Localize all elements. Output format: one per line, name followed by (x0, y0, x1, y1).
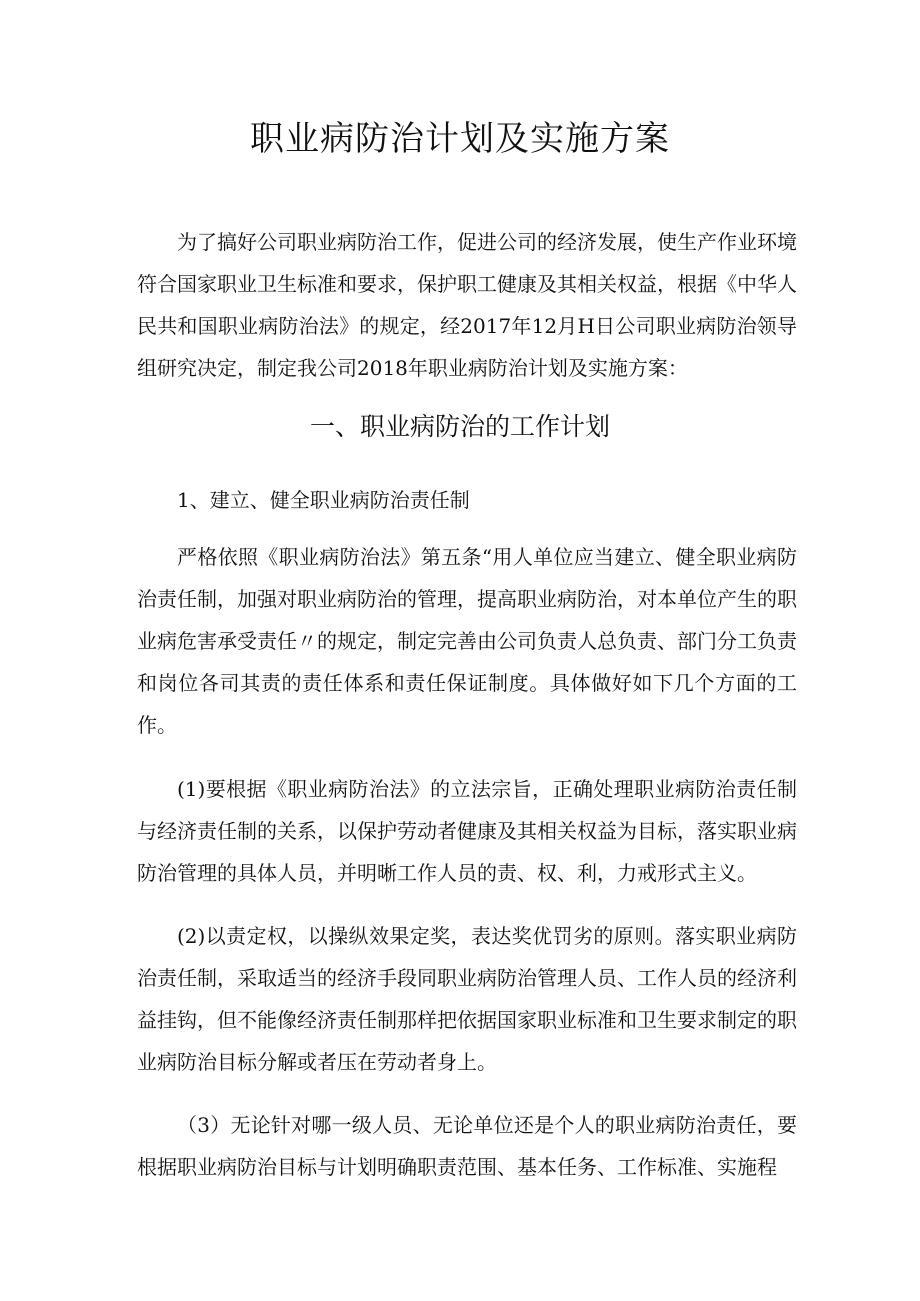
item-2-paragraph: (2)以责定权，以操纵效果定奖，表达奖优罚劣的原则。落实职业病防治责任制，采取适当的经济手段同职业病防治管理人员、工作人员的经济利益挂钩，但不能像经济责任制那样把依据国家职业标准和卫生要求制定的职业病防治目标分解或者压在劳动者身上。 (137, 924, 797, 1074)
item-3-paragraph: （3）无论针对哪一级人员、无论单位还是个人的职业病防治责任，要根据职业病防治目标与计划明确职责范围、基本任务、工作标准、实施程 (137, 1113, 797, 1179)
intro-paragraph: 为了搞好公司职业病防治工作，促进公司的经济发展，使生产作业环境符合国家职业卫生标准和要求，保护职工健康及其相关权益，根据《中华人民共和国职业病防治法》的规定，经2017年12月H日公司职业病防治领导组研究决定，制定我公司2018年职业病防治计划及实施方案： (137, 230, 797, 380)
responsibility-paragraph: 严格依照《职业病防治法》第五条“用人单位应当建立、健全职业病防治责任制，加强对职业病防治的管理，提高职业病防治，对本单位产生的职业病危害承受责任〃的规定，制定完善由公司负责人总负责、部门分工负责和岗位各司其责的责任体系和责任保证制度。具体做好如下几个方面的工作。 (137, 545, 797, 737)
section-heading: 一、职业病防治的工作计划 (309, 412, 610, 441)
subsection-heading: 1、建立、健全职业病防治责任制 (177, 488, 470, 512)
item-1-paragraph: (1)要根据《职业病防治法》的立法宗旨，正确处理职业病防治责任制与经济责任制的关系，以保护劳动者健康及其相关权益为目标，落实职业病防治管理的具体人员，并明晰工作人员的责、权、利，力戒形式主义。 (137, 777, 797, 885)
document-title: 职业病防治计划及实施方案 (250, 119, 670, 159)
